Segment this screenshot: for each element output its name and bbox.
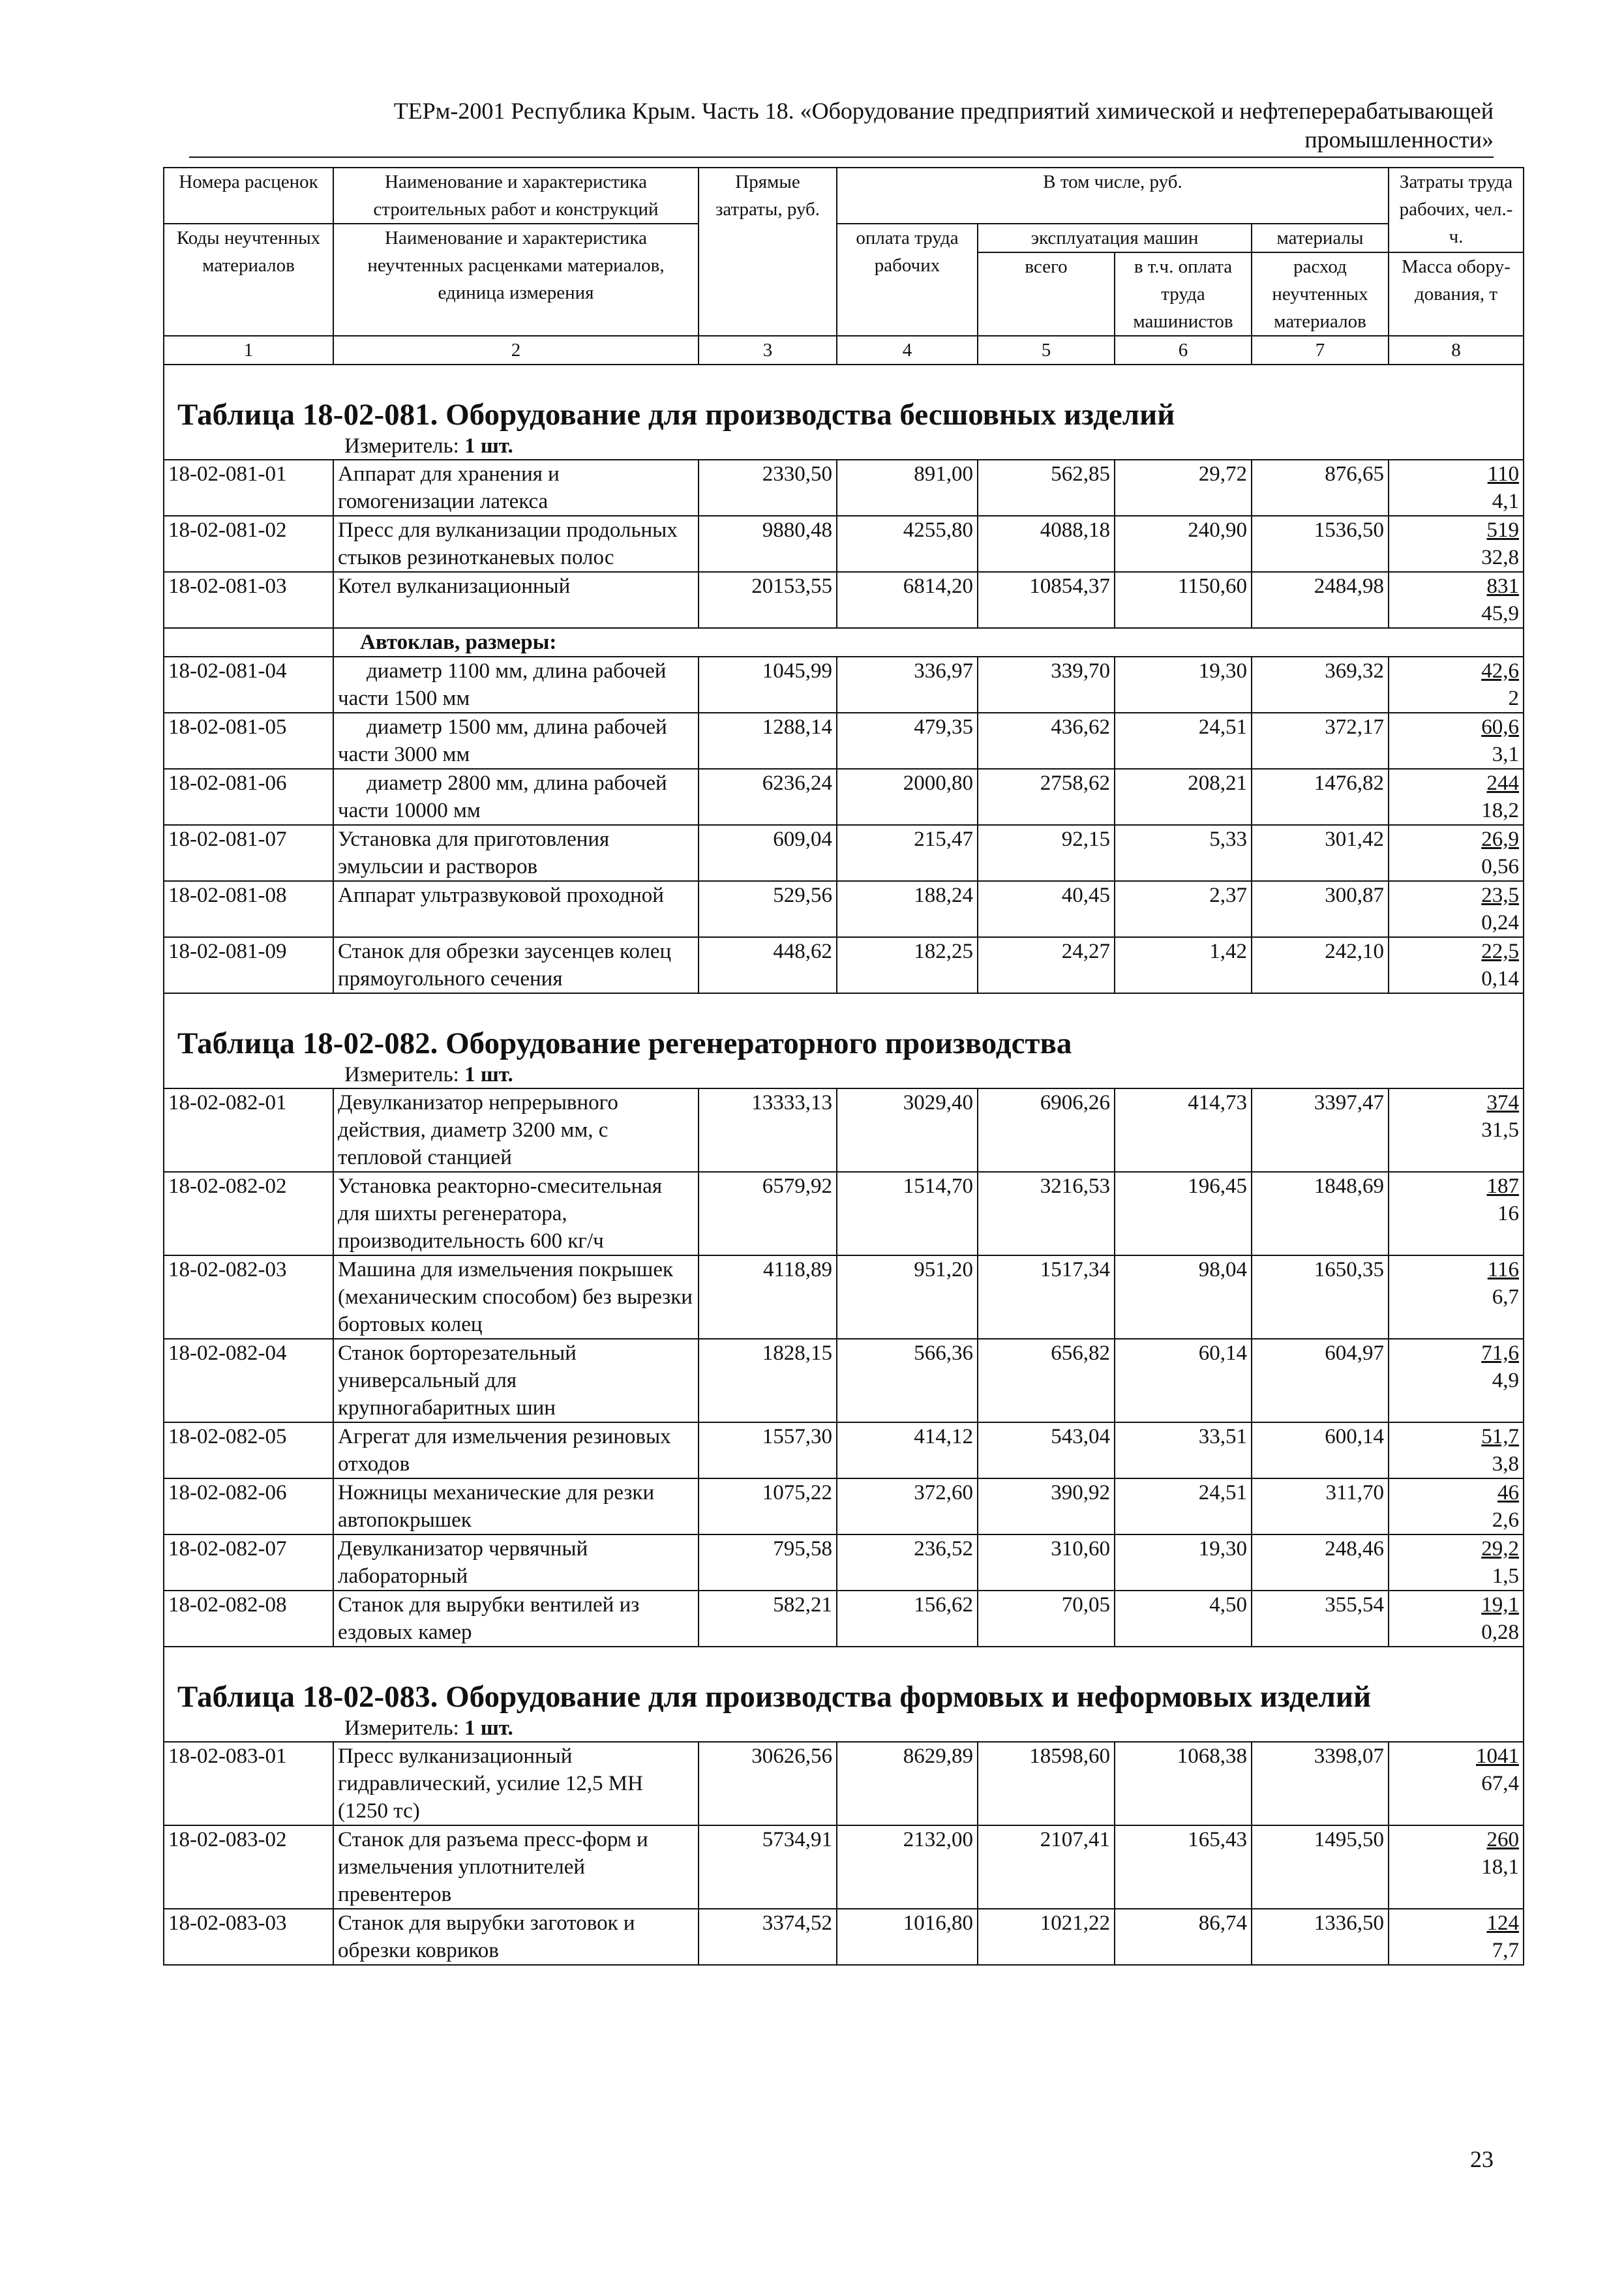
work-name: Установка для приготовления эмульсии и растворов	[333, 825, 699, 881]
machine-cost: 436,62	[978, 713, 1115, 769]
operator-cost: 1068,38	[1115, 1742, 1252, 1825]
work-name: Машина для измельчения покрышек (механическим способом) без вырезки бортовых колец	[333, 1255, 699, 1339]
work-name: диаметр 1100 мм, длина рабочей части 1500 мм	[333, 657, 699, 713]
section-title-row	[164, 993, 1524, 1062]
rate-code: 18-02-082-08	[164, 1591, 333, 1647]
equipment-mass: 67,4	[1481, 1772, 1519, 1795]
operator-cost: 19,30	[1115, 1534, 1252, 1591]
labor-hours-and-mass	[1389, 1172, 1524, 1255]
direct-costs: 448,62	[699, 937, 837, 993]
column-number: 7	[1252, 336, 1389, 365]
work-name: диаметр 1500 мм, длина рабочей части 3000 мм	[333, 713, 699, 769]
operator-cost: 4,50	[1115, 1591, 1252, 1647]
machine-cost: 339,70	[978, 657, 1115, 713]
machine-cost: 40,45	[978, 881, 1115, 937]
table-row	[164, 937, 1524, 993]
labor-hours: 110	[1487, 462, 1519, 486]
rate-code: 18-02-083-01	[164, 1742, 333, 1825]
labor-cost: 951,20	[837, 1255, 978, 1339]
machine-cost: 92,15	[978, 825, 1115, 881]
equipment-mass: 2	[1508, 687, 1519, 710]
unit-row	[164, 1062, 1524, 1088]
labor-cost: 236,52	[837, 1534, 978, 1591]
direct-costs: 6579,92	[699, 1172, 837, 1255]
rate-code: 18-02-081-04	[164, 657, 333, 713]
header-col8-bottom: Масса обору-дования, т	[1389, 252, 1524, 336]
equipment-mass: 0,28	[1481, 1621, 1519, 1644]
work-name: Станок для вырубки заготовок и обрезки ковриков	[333, 1909, 699, 1965]
labor-hours: 22,5	[1481, 940, 1519, 963]
labor-hours: 42,6	[1481, 659, 1519, 683]
operator-cost: 24,51	[1115, 1478, 1252, 1534]
labor-hours-and-mass	[1389, 1255, 1524, 1339]
labor-cost: 2132,00	[837, 1825, 978, 1909]
labor-hours: 71,6	[1481, 1341, 1519, 1365]
table-row	[164, 1534, 1524, 1591]
header-col5: всего	[978, 252, 1115, 336]
labor-cost: 891,00	[837, 460, 978, 516]
labor-cost: 414,12	[837, 1422, 978, 1478]
labor-hours-and-mass	[1389, 1534, 1524, 1591]
materials-cost: 1650,35	[1252, 1255, 1389, 1339]
table-row	[164, 657, 1524, 713]
equipment-mass: 2,6	[1492, 1508, 1519, 1532]
labor-hours-and-mass	[1389, 1339, 1524, 1422]
labor-hours-and-mass	[1389, 713, 1524, 769]
group-label: Автоклав, размеры:	[333, 628, 1524, 657]
unit-cell	[164, 1062, 1524, 1088]
operator-cost: 24,51	[1115, 713, 1252, 769]
header-col3: Прямые затраты, руб.	[699, 168, 837, 336]
table-row	[164, 1088, 1524, 1172]
equipment-mass: 45,9	[1481, 602, 1519, 625]
materials-cost: 1336,50	[1252, 1909, 1389, 1965]
table-row	[164, 1825, 1524, 1909]
operator-cost: 98,04	[1115, 1255, 1252, 1339]
direct-costs: 13333,13	[699, 1088, 837, 1172]
labor-hours: 1041	[1476, 1744, 1519, 1768]
labor-hours-and-mass	[1389, 1422, 1524, 1478]
work-name: Ножницы механические для резки автопокрышек	[333, 1478, 699, 1534]
rate-code: 18-02-081-01	[164, 460, 333, 516]
equipment-mass: 0,56	[1481, 855, 1519, 878]
work-name: Пресс для вулканизации продольных стыков резинотканевых полос	[333, 516, 699, 572]
section-title: Таблица 18-02-083. Оборудование для производства формовых и неформовых изделий	[164, 1647, 1524, 1715]
rate-code: 18-02-082-05	[164, 1422, 333, 1478]
machine-cost: 10854,37	[978, 572, 1115, 628]
unit-row	[164, 433, 1524, 460]
work-name: Станок борторезательный универсальный для крупногабаритных шин	[333, 1339, 699, 1422]
direct-costs: 30626,56	[699, 1742, 837, 1825]
work-name: Аппарат для хранения и гомогенизации латекса	[333, 460, 699, 516]
labor-hours-and-mass	[1389, 1088, 1524, 1172]
equipment-mass: 32,8	[1481, 546, 1519, 569]
rate-code: 18-02-081-07	[164, 825, 333, 881]
machine-cost: 543,04	[978, 1422, 1115, 1478]
header-machines: эксплуатация машин	[978, 224, 1252, 252]
labor-hours-and-mass	[1389, 572, 1524, 628]
machine-cost: 656,82	[978, 1339, 1115, 1422]
rate-code: 18-02-083-03	[164, 1909, 333, 1965]
labor-hours: 60,6	[1481, 715, 1519, 739]
work-name: Котел вулканизационный	[333, 572, 699, 628]
materials-cost: 300,87	[1252, 881, 1389, 937]
rate-code: 18-02-081-03	[164, 572, 333, 628]
direct-costs: 1288,14	[699, 713, 837, 769]
labor-cost: 479,35	[837, 713, 978, 769]
operator-cost: 5,33	[1115, 825, 1252, 881]
labor-hours: 116	[1487, 1258, 1519, 1281]
table-row	[164, 1909, 1524, 1965]
rate-code: 18-02-082-06	[164, 1478, 333, 1534]
equipment-mass: 18,1	[1481, 1855, 1519, 1879]
column-number: 8	[1389, 336, 1524, 365]
table-row	[164, 1255, 1524, 1339]
labor-hours-and-mass	[1389, 1591, 1524, 1647]
unit-label: Измеритель:	[344, 1063, 459, 1086]
machine-cost: 4088,18	[978, 516, 1115, 572]
labor-hours-and-mass	[1389, 825, 1524, 881]
section-title-row	[164, 365, 1524, 433]
machine-cost: 70,05	[978, 1591, 1115, 1647]
table-row	[164, 1591, 1524, 1647]
table-row	[164, 881, 1524, 937]
section-title: Таблица 18-02-081. Оборудование для производства бесшовных изделий	[164, 365, 1524, 433]
labor-hours-and-mass	[1389, 516, 1524, 572]
header-line-1: ТЕРм-2001 Республика Крым. Часть 18. «Оборудование предприятий химической и нефтеперерабатывающей	[393, 98, 1494, 124]
header-col6: в т.ч. оплата труда машинистов	[1115, 252, 1252, 336]
rate-code: 18-02-082-03	[164, 1255, 333, 1339]
table-row	[164, 713, 1524, 769]
page-number: 23	[1470, 2146, 1494, 2172]
work-name: Агрегат для измельчения резиновых отходов	[333, 1422, 699, 1478]
materials-cost: 355,54	[1252, 1591, 1389, 1647]
direct-costs: 1557,30	[699, 1422, 837, 1478]
materials-cost: 600,14	[1252, 1422, 1389, 1478]
equipment-mass: 0,24	[1481, 911, 1519, 935]
equipment-mass: 7,7	[1492, 1939, 1519, 1962]
machine-cost: 390,92	[978, 1478, 1115, 1534]
direct-costs: 582,21	[699, 1591, 837, 1647]
materials-cost: 248,46	[1252, 1534, 1389, 1591]
materials-cost: 1495,50	[1252, 1825, 1389, 1909]
labor-cost: 3029,40	[837, 1088, 978, 1172]
labor-hours: 519	[1486, 518, 1519, 542]
labor-cost: 336,97	[837, 657, 978, 713]
header-line-2: промышленности»	[1304, 127, 1494, 153]
labor-hours: 187	[1486, 1174, 1519, 1198]
direct-costs: 2330,50	[699, 460, 837, 516]
machine-cost: 1517,34	[978, 1255, 1115, 1339]
direct-costs: 9880,48	[699, 516, 837, 572]
operator-cost: 1150,60	[1115, 572, 1252, 628]
labor-hours: 19,1	[1481, 1593, 1519, 1617]
unit-cell	[164, 433, 1524, 460]
equipment-mass: 4,1	[1492, 490, 1519, 513]
header-col4: оплата труда рабочих	[837, 224, 978, 336]
labor-hours: 374	[1486, 1091, 1519, 1115]
work-name: Аппарат ультразвуковой проходной	[333, 881, 699, 937]
equipment-mass: 18,2	[1481, 799, 1519, 822]
work-name: Девулканизатор непрерывного действия, диаметр 3200 мм, с тепловой станцией	[333, 1088, 699, 1172]
direct-costs: 5734,91	[699, 1825, 837, 1909]
labor-cost: 372,60	[837, 1478, 978, 1534]
equipment-mass: 3,1	[1492, 743, 1519, 766]
materials-cost: 242,10	[1252, 937, 1389, 993]
labor-hours: 46	[1497, 1481, 1519, 1504]
rate-code: 18-02-082-04	[164, 1339, 333, 1422]
unit-row	[164, 1715, 1524, 1742]
machine-cost: 3216,53	[978, 1172, 1115, 1255]
labor-hours-and-mass	[1389, 460, 1524, 516]
materials-cost: 604,97	[1252, 1339, 1389, 1422]
direct-costs: 795,58	[699, 1534, 837, 1591]
direct-costs: 4118,89	[699, 1255, 837, 1339]
labor-hours-and-mass	[1389, 769, 1524, 825]
labor-cost: 215,47	[837, 825, 978, 881]
operator-cost: 240,90	[1115, 516, 1252, 572]
labor-hours: 26,9	[1481, 828, 1519, 851]
work-name: Станок для вырубки вентилей из ездовых камер	[333, 1591, 699, 1647]
labor-hours: 23,5	[1481, 884, 1519, 907]
labor-hours-and-mass	[1389, 881, 1524, 937]
work-name: Установка реакторно-смесительная для шихты регенератора, производительность 600 кг/ч	[333, 1172, 699, 1255]
operator-cost: 33,51	[1115, 1422, 1252, 1478]
table-row	[164, 1339, 1524, 1422]
group-empty-cell	[164, 628, 333, 657]
direct-costs: 20153,55	[699, 572, 837, 628]
column-number: 5	[978, 336, 1115, 365]
direct-costs: 529,56	[699, 881, 837, 937]
machine-cost: 2758,62	[978, 769, 1115, 825]
table-row	[164, 1742, 1524, 1825]
equipment-mass: 31,5	[1481, 1118, 1519, 1142]
labor-hours: 260	[1486, 1828, 1519, 1851]
table-row	[164, 516, 1524, 572]
materials-cost: 3398,07	[1252, 1742, 1389, 1825]
header-rule	[189, 157, 1494, 158]
rate-code: 18-02-082-02	[164, 1172, 333, 1255]
unit-label: Измеритель:	[344, 1716, 459, 1740]
operator-cost: 208,21	[1115, 769, 1252, 825]
header-col8-top: Затраты труда рабочих, чел.-ч.	[1389, 168, 1524, 252]
rate-code: 18-02-081-02	[164, 516, 333, 572]
machine-cost: 562,85	[978, 460, 1115, 516]
operator-cost: 196,45	[1115, 1172, 1252, 1255]
operator-cost: 1,42	[1115, 937, 1252, 993]
machine-cost: 6906,26	[978, 1088, 1115, 1172]
materials-cost: 1848,69	[1252, 1172, 1389, 1255]
direct-costs: 1828,15	[699, 1339, 837, 1422]
machine-cost: 1021,22	[978, 1909, 1115, 1965]
direct-costs: 1045,99	[699, 657, 837, 713]
work-name: Станок для разъема пресс-форм и измельчения уплотнителей превентеров	[333, 1825, 699, 1909]
labor-hours-and-mass	[1389, 657, 1524, 713]
section-title: Таблица 18-02-082. Оборудование регенераторного производства	[164, 993, 1524, 1062]
machine-cost: 24,27	[978, 937, 1115, 993]
table-row	[164, 1172, 1524, 1255]
table-body	[164, 365, 1524, 1965]
materials-cost: 311,70	[1252, 1478, 1389, 1534]
machine-cost: 310,60	[978, 1534, 1115, 1591]
equipment-mass: 16	[1497, 1202, 1519, 1225]
table-row	[164, 825, 1524, 881]
operator-cost: 414,73	[1115, 1088, 1252, 1172]
direct-costs: 6236,24	[699, 769, 837, 825]
labor-hours: 29,2	[1481, 1537, 1519, 1561]
machine-cost: 2107,41	[978, 1825, 1115, 1909]
work-name: Пресс вулканизационный гидравлический, усилие 12,5 МН (1250 тс)	[333, 1742, 699, 1825]
labor-cost: 4255,80	[837, 516, 978, 572]
unit-value: 1 шт.	[464, 434, 513, 458]
labor-hours-and-mass	[1389, 1742, 1524, 1825]
price-table	[163, 167, 1524, 1966]
header-col1-bottom: Коды неучтенных материалов	[164, 224, 333, 336]
labor-cost: 6814,20	[837, 572, 978, 628]
labor-cost: 156,62	[837, 1591, 978, 1647]
labor-hours-and-mass	[1389, 1825, 1524, 1909]
header-col1-top: Номера расценок	[164, 168, 333, 224]
materials-cost: 3397,47	[1252, 1088, 1389, 1172]
work-name: Девулканизатор червячный лабораторный	[333, 1534, 699, 1591]
labor-cost: 2000,80	[837, 769, 978, 825]
table-row	[164, 460, 1524, 516]
rate-code: 18-02-082-07	[164, 1534, 333, 1591]
equipment-mass: 1,5	[1492, 1564, 1519, 1588]
materials-cost: 1536,50	[1252, 516, 1389, 572]
unit-value: 1 шт.	[464, 1716, 513, 1740]
materials-cost: 301,42	[1252, 825, 1389, 881]
table-row	[164, 572, 1524, 628]
labor-hours-and-mass	[1389, 1478, 1524, 1534]
operator-cost: 60,14	[1115, 1339, 1252, 1422]
operator-cost: 165,43	[1115, 1825, 1252, 1909]
labor-hours: 51,7	[1481, 1425, 1519, 1448]
machine-cost: 18598,60	[978, 1742, 1115, 1825]
header-incl: В том числе, руб.	[837, 168, 1389, 224]
materials-cost: 372,17	[1252, 713, 1389, 769]
labor-cost: 566,36	[837, 1339, 978, 1422]
header-col2-top: Наименование и характеристика строительных работ и конструкций	[333, 168, 699, 224]
direct-costs: 3374,52	[699, 1909, 837, 1965]
column-number: 2	[333, 336, 699, 365]
labor-hours-and-mass	[1389, 937, 1524, 993]
work-name: диаметр 2800 мм, длина рабочей части 10000 мм	[333, 769, 699, 825]
labor-cost: 182,25	[837, 937, 978, 993]
operator-cost: 19,30	[1115, 657, 1252, 713]
labor-cost: 8629,89	[837, 1742, 978, 1825]
materials-cost: 2484,98	[1252, 572, 1389, 628]
unit-cell	[164, 1715, 1524, 1742]
equipment-mass: 3,8	[1492, 1452, 1519, 1476]
labor-hours: 244	[1486, 771, 1519, 795]
labor-hours-and-mass	[1389, 1909, 1524, 1965]
rate-code: 18-02-081-08	[164, 881, 333, 937]
page-header	[163, 97, 1494, 154]
unit-label: Измеритель:	[344, 434, 459, 458]
labor-hours: 831	[1486, 575, 1519, 598]
operator-cost: 86,74	[1115, 1909, 1252, 1965]
labor-cost: 1514,70	[837, 1172, 978, 1255]
unit-value: 1 шт.	[464, 1063, 513, 1086]
labor-cost: 1016,80	[837, 1909, 978, 1965]
operator-cost: 2,37	[1115, 881, 1252, 937]
column-number: 6	[1115, 336, 1252, 365]
table-row	[164, 769, 1524, 825]
operator-cost: 29,72	[1115, 460, 1252, 516]
materials-cost: 876,65	[1252, 460, 1389, 516]
equipment-mass: 4,9	[1492, 1369, 1519, 1392]
column-number: 3	[699, 336, 837, 365]
rate-code: 18-02-081-09	[164, 937, 333, 993]
materials-cost: 369,32	[1252, 657, 1389, 713]
rate-code: 18-02-081-05	[164, 713, 333, 769]
labor-hours: 124	[1486, 1911, 1519, 1935]
section-title-row	[164, 1647, 1524, 1715]
rate-code: 18-02-081-06	[164, 769, 333, 825]
rate-code: 18-02-083-02	[164, 1825, 333, 1909]
column-number: 1	[164, 336, 333, 365]
header-col2-bottom: Наименование и характеристика неучтенных расценками материалов, единица измерения	[333, 224, 699, 336]
column-number: 4	[837, 336, 978, 365]
direct-costs: 1075,22	[699, 1478, 837, 1534]
header-col7: расход неучтенных материалов	[1252, 252, 1389, 336]
header-materials: материалы	[1252, 224, 1389, 252]
labor-cost: 188,24	[837, 881, 978, 937]
materials-cost: 1476,82	[1252, 769, 1389, 825]
table-row	[164, 1478, 1524, 1534]
equipment-mass: 0,14	[1481, 967, 1519, 991]
group-row	[164, 628, 1524, 657]
direct-costs: 609,04	[699, 825, 837, 881]
equipment-mass: 6,7	[1492, 1285, 1519, 1309]
work-name: Станок для обрезки заусенцев колец прямоугольного сечения	[333, 937, 699, 993]
rate-code: 18-02-082-01	[164, 1088, 333, 1172]
table-row	[164, 1422, 1524, 1478]
